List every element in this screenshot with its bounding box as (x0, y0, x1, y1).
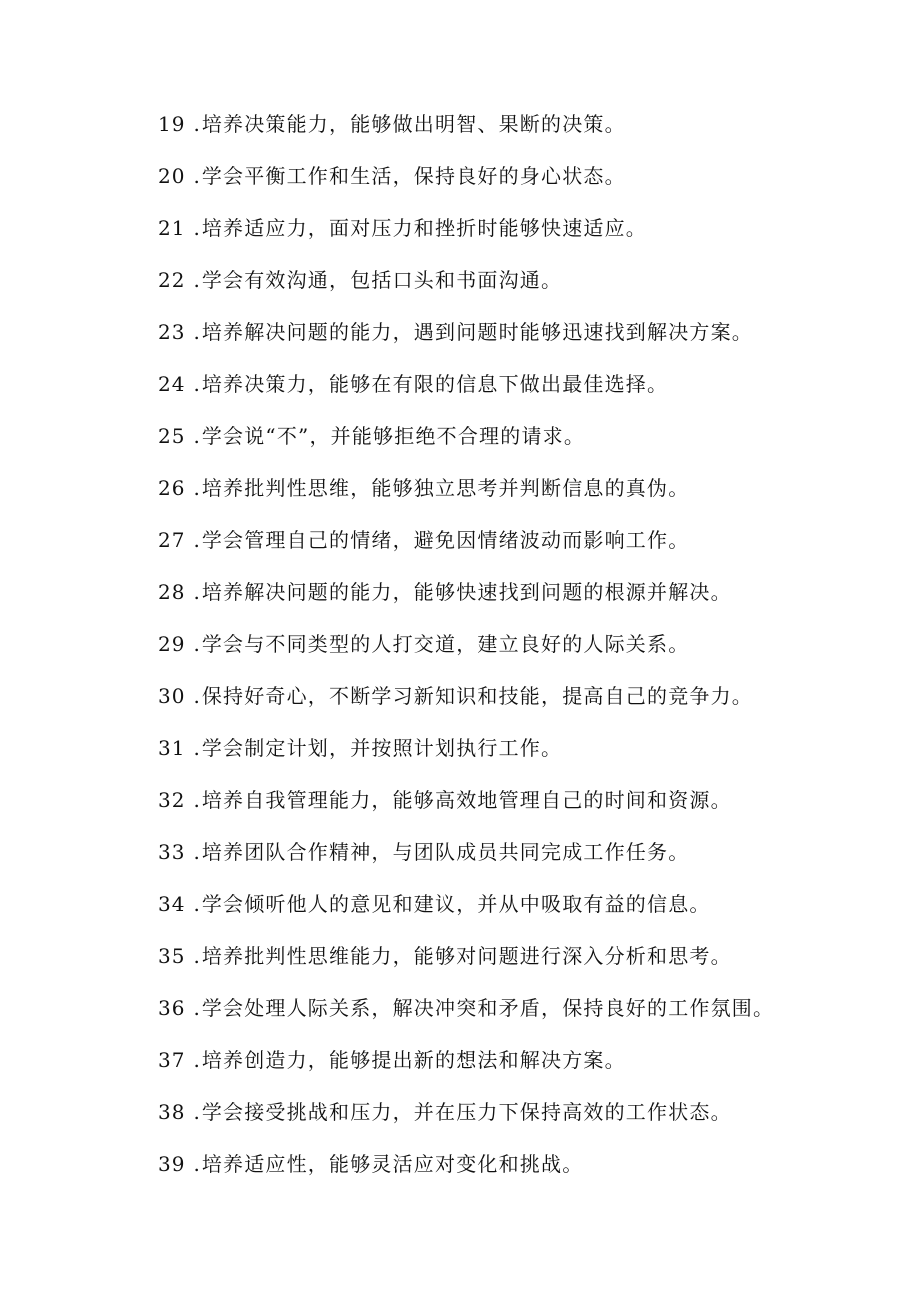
list-item (158, 982, 898, 1034)
list-item (158, 670, 898, 722)
item-number: 23 (158, 320, 186, 344)
item-separator: . (193, 164, 200, 188)
item-number: 32 (158, 788, 186, 812)
item-separator: . (193, 424, 200, 448)
item-number: 27 (158, 528, 186, 552)
item-separator: . (193, 268, 200, 292)
numbered-list (158, 98, 898, 1190)
list-item (158, 566, 898, 618)
item-number: 38 (158, 1100, 186, 1124)
item-number: 19 (158, 112, 186, 136)
list-item (158, 774, 898, 826)
list-item (158, 150, 898, 202)
item-number: 37 (158, 1048, 186, 1072)
item-number: 39 (158, 1152, 186, 1176)
item-number: 36 (158, 996, 186, 1020)
item-separator: . (193, 1048, 200, 1072)
item-text: 培养解决问题的能力，能够快速找到问题的根源并解决。 (201, 580, 732, 604)
item-text: 学会有效沟通，包括口头和书面沟通。 (201, 268, 563, 292)
item-separator: . (193, 684, 200, 708)
item-number: 35 (158, 944, 186, 968)
item-separator: . (193, 1152, 200, 1176)
item-text: 培养创造力，能够提出新的想法和解决方案。 (201, 1048, 626, 1072)
item-number: 24 (158, 372, 186, 396)
item-text: 培养批判性思维，能够独立思考并判断信息的真伪。 (201, 476, 690, 500)
list-item (158, 1138, 898, 1190)
item-number: 29 (158, 632, 186, 656)
item-separator: . (193, 372, 200, 396)
item-number: 31 (158, 736, 186, 760)
list-item (158, 826, 898, 878)
item-number: 33 (158, 840, 186, 864)
item-number: 30 (158, 684, 186, 708)
item-number: 20 (158, 164, 186, 188)
item-text: 学会管理自己的情绪，避免因情绪波动而影响工作。 (201, 528, 690, 552)
item-text: 培养自我管理能力，能够高效地管理自己的时间和资源。 (201, 788, 732, 812)
list-item (158, 98, 898, 150)
item-number: 25 (158, 424, 186, 448)
item-text: 学会制定计划，并按照计划执行工作。 (201, 736, 563, 760)
item-separator: . (193, 788, 200, 812)
item-number: 26 (158, 476, 186, 500)
item-text: 学会说“不”，并能够拒绝不合理的请求。 (201, 424, 586, 448)
item-number: 22 (158, 268, 186, 292)
list-item (158, 514, 898, 566)
item-text: 学会接受挑战和压力，并在压力下保持高效的工作状态。 (201, 1100, 732, 1124)
item-text: 培养决策力，能够在有限的信息下做出最佳选择。 (201, 372, 669, 396)
item-separator: . (193, 476, 200, 500)
list-item (158, 1034, 898, 1086)
list-item (158, 254, 898, 306)
item-separator: . (193, 840, 200, 864)
item-separator: . (193, 996, 200, 1020)
item-text: 学会处理人际关系，解决冲突和矛盾，保持良好的工作氛围。 (201, 996, 775, 1020)
item-separator: . (193, 892, 200, 916)
list-item (158, 930, 898, 982)
item-number: 21 (158, 216, 186, 240)
item-text: 培养适应性，能够灵活应对变化和挑战。 (201, 1152, 584, 1176)
item-separator: . (193, 632, 200, 656)
list-item (158, 410, 898, 462)
item-text: 学会与不同类型的人打交道，建立良好的人际关系。 (201, 632, 690, 656)
item-separator: . (193, 736, 200, 760)
list-item (158, 462, 898, 514)
item-separator: . (193, 944, 200, 968)
item-separator: . (193, 528, 200, 552)
item-text: 学会倾听他人的意见和建议，并从中吸取有益的信息。 (201, 892, 711, 916)
item-text: 培养适应力，面对压力和挫折时能够快速适应。 (201, 216, 648, 240)
item-separator: . (193, 320, 200, 344)
item-text: 培养批判性思维能力，能够对问题进行深入分析和思考。 (201, 944, 732, 968)
list-item (158, 306, 898, 358)
item-separator: . (193, 112, 200, 136)
item-separator: . (193, 580, 200, 604)
item-text: 培养决策能力，能够做出明智、果断的决策。 (201, 112, 626, 136)
item-text: 保持好奇心，不断学习新知识和技能，提高自己的竞争力。 (201, 684, 754, 708)
item-separator: . (193, 1100, 200, 1124)
list-item (158, 358, 898, 410)
list-item (158, 1086, 898, 1138)
item-separator: . (193, 216, 200, 240)
list-item (158, 202, 898, 254)
item-number: 28 (158, 580, 186, 604)
item-text: 培养解决问题的能力，遇到问题时能够迅速找到解决方案。 (201, 320, 754, 344)
item-number: 34 (158, 892, 186, 916)
list-item (158, 722, 898, 774)
item-text: 培养团队合作精神，与团队成员共同完成工作任务。 (201, 840, 690, 864)
list-item (158, 618, 898, 670)
list-item (158, 878, 898, 930)
item-text: 学会平衡工作和生活，保持良好的身心状态。 (201, 164, 626, 188)
